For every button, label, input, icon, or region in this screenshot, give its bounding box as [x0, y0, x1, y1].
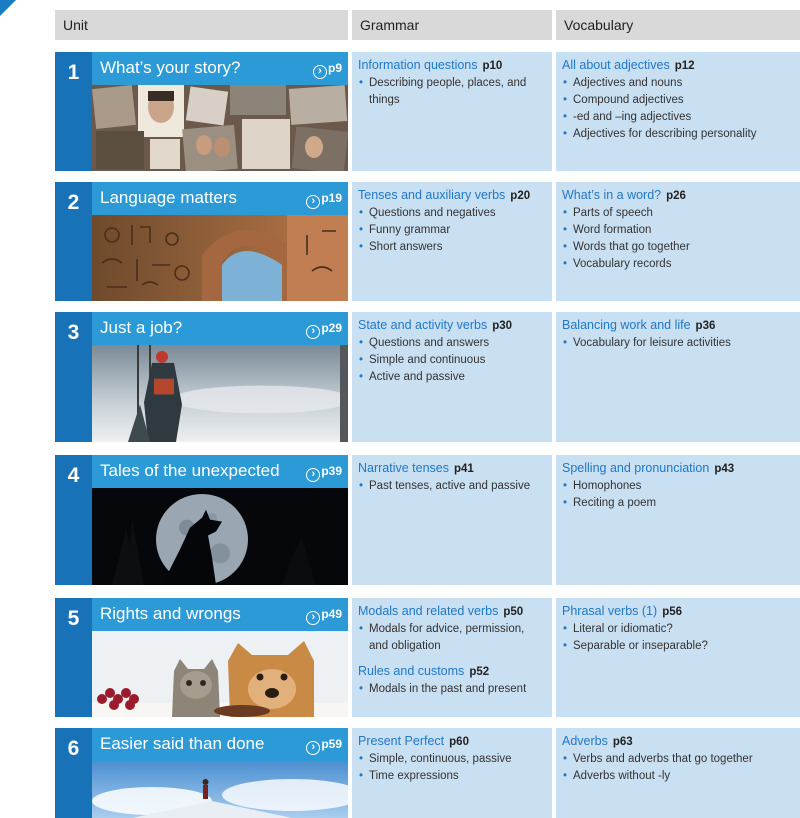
grammar-section — [358, 733, 546, 785]
vocabulary-page: p36 — [695, 320, 716, 332]
unit-number: 6 — [55, 728, 92, 818]
unit-photo — [92, 345, 348, 442]
vocabulary-item: • Word formation — [562, 222, 794, 239]
unit-title: Tales of the unexpected — [100, 461, 280, 480]
unit-title: Just a job? — [100, 318, 183, 337]
grammar-item: • Modals for advice, permission, and obligation — [358, 621, 546, 655]
vocabulary-item: • Compound adjectives — [562, 92, 794, 109]
vocabulary-cell — [556, 52, 800, 171]
unit-photo — [92, 85, 348, 171]
vocabulary-heading[interactable]: Spelling and pronunciation p43 — [562, 461, 735, 475]
unit-row-5 — [55, 598, 800, 717]
unit-number: 1 — [55, 52, 92, 171]
header-vocabulary: Vocabulary — [556, 10, 800, 40]
corner-triangle — [0, 0, 16, 16]
vocabulary-item: • -ed and –ing adjectives — [562, 109, 794, 126]
arrow-right-circle-icon: › — [306, 611, 320, 625]
vocabulary-page: p63 — [612, 736, 633, 748]
unit-title-bar[interactable] — [92, 728, 348, 761]
unit-title: Easier said than done — [100, 734, 265, 753]
vocabulary-heading[interactable]: Balancing work and life p36 — [562, 318, 716, 332]
unit-row-4 — [55, 455, 800, 585]
vocabulary-section — [562, 57, 794, 143]
vocabulary-section — [562, 317, 794, 352]
unit-photo — [92, 761, 348, 818]
grammar-page: p41 — [454, 463, 474, 475]
vocabulary-section — [562, 460, 794, 512]
unit-photo — [92, 631, 348, 717]
grammar-page: p10 — [482, 60, 503, 72]
vocabulary-item: • Adjectives and nouns — [562, 75, 794, 92]
unit-title-bar[interactable] — [92, 598, 348, 631]
page-ref-link[interactable]: › p29 — [306, 321, 342, 339]
vocabulary-item: • Vocabulary records — [562, 256, 794, 273]
grammar-item: • Short answers — [358, 239, 546, 256]
grammar-cell — [352, 455, 552, 585]
grammar-item: • Past tenses, active and passive — [358, 478, 546, 495]
grammar-cell — [352, 52, 552, 171]
vocabulary-cell — [556, 312, 800, 442]
grammar-heading[interactable]: Rules and customs p52 — [358, 664, 490, 678]
unit-title: Rights and wrongs — [100, 604, 241, 623]
arrow-right-circle-icon: › — [306, 468, 320, 482]
page-ref-link[interactable]: › p19 — [306, 191, 342, 209]
unit-title-bar[interactable] — [92, 455, 348, 488]
vocabulary-item: • Adverbs without -ly — [562, 768, 794, 785]
grammar-section — [358, 187, 546, 256]
grammar-item: • Time expressions — [358, 768, 546, 785]
grammar-heading[interactable]: Narrative tenses p41 — [358, 461, 474, 475]
header-unit: Unit — [55, 10, 348, 40]
vocabulary-heading[interactable]: Adverbs p63 — [562, 734, 633, 748]
vocabulary-item: • Homophones — [562, 478, 794, 495]
vocabulary-item: • Words that go together — [562, 239, 794, 256]
unit-row-3 — [55, 312, 800, 442]
vocabulary-section — [562, 187, 794, 273]
grammar-page: p30 — [492, 320, 513, 332]
grammar-cell — [352, 598, 552, 717]
unit-number: 5 — [55, 598, 92, 717]
grammar-item: • Funny grammar — [358, 222, 546, 239]
unit-row-6 — [55, 728, 800, 818]
arrow-right-circle-icon: › — [306, 195, 320, 209]
header-grammar: Grammar — [352, 10, 552, 40]
grammar-section — [358, 663, 546, 698]
unit-photo — [92, 488, 348, 585]
unit-title: Language matters — [100, 188, 238, 207]
grammar-section — [358, 460, 546, 495]
vocabulary-item: • Verbs and adverbs that go together — [562, 751, 794, 768]
vocabulary-section — [562, 603, 794, 655]
grammar-heading[interactable]: State and activity verbs p30 — [358, 318, 513, 332]
vocabulary-cell — [556, 182, 800, 301]
grammar-item: • Describing people, places, and things — [358, 75, 546, 109]
arrow-right-circle-icon: › — [306, 741, 320, 755]
vocabulary-page: p56 — [662, 606, 683, 618]
unit-title-bar[interactable] — [92, 312, 348, 345]
vocabulary-page: p43 — [714, 463, 735, 475]
unit-number: 4 — [55, 455, 92, 585]
grammar-section — [358, 317, 546, 386]
page-ref-link[interactable]: › p59 — [306, 737, 342, 755]
vocabulary-heading[interactable]: What’s in a word? p26 — [562, 188, 686, 202]
arrow-right-circle-icon: › — [306, 325, 320, 339]
vocabulary-item: • Vocabulary for leisure activities — [562, 335, 794, 352]
vocabulary-item: • Separable or inseparable? — [562, 638, 794, 655]
arrow-right-circle-icon: › — [313, 65, 327, 79]
vocabulary-page: p26 — [666, 190, 686, 202]
unit-title-bar[interactable] — [92, 182, 348, 215]
vocabulary-heading[interactable]: Phrasal verbs (1) p56 — [562, 604, 683, 618]
unit-title: What’s your story? — [100, 58, 241, 77]
grammar-heading[interactable]: Information questions p10 — [358, 58, 503, 72]
grammar-heading[interactable]: Present Perfect p60 — [358, 734, 469, 748]
unit-title-bar[interactable] — [92, 52, 348, 85]
vocabulary-page: p12 — [674, 60, 695, 72]
grammar-cell — [352, 182, 552, 301]
grammar-item: • Simple and continuous — [358, 352, 546, 369]
grammar-heading[interactable]: Modals and related verbs p50 — [358, 604, 524, 618]
unit-number: 2 — [55, 182, 92, 301]
grammar-page: p20 — [510, 190, 531, 202]
grammar-section — [358, 603, 546, 655]
grammar-item: • Questions and negatives — [358, 205, 546, 222]
unit-row-1 — [55, 52, 800, 171]
grammar-item: • Active and passive — [358, 369, 546, 386]
grammar-cell — [352, 728, 552, 818]
grammar-item: • Modals in the past and present — [358, 681, 546, 698]
grammar-page: p60 — [449, 736, 469, 748]
vocabulary-cell — [556, 455, 800, 585]
unit-row-2 — [55, 182, 800, 301]
grammar-page: p50 — [503, 606, 524, 618]
vocabulary-cell — [556, 728, 800, 818]
grammar-section — [358, 57, 546, 109]
vocabulary-cell — [556, 598, 800, 717]
unit-photo — [92, 215, 348, 301]
grammar-cell — [352, 312, 552, 442]
page-ref-link[interactable]: › p49 — [306, 607, 342, 625]
grammar-item: • Questions and answers — [358, 335, 546, 352]
page-ref-link[interactable]: › p9 — [313, 61, 342, 79]
grammar-item: • Simple, continuous, passive — [358, 751, 546, 768]
vocabulary-item: • Parts of speech — [562, 205, 794, 222]
unit-number: 3 — [55, 312, 92, 442]
vocabulary-section — [562, 733, 794, 785]
vocabulary-item: • Reciting a poem — [562, 495, 794, 512]
vocabulary-item: • Adjectives for describing personality — [562, 126, 794, 143]
vocabulary-heading[interactable]: All about adjectives p12 — [562, 58, 695, 72]
page-ref-link[interactable]: › p39 — [306, 464, 342, 482]
grammar-heading[interactable]: Tenses and auxiliary verbs p20 — [358, 188, 531, 202]
grammar-page: p52 — [469, 666, 490, 678]
vocabulary-item: • Literal or idiomatic? — [562, 621, 794, 638]
